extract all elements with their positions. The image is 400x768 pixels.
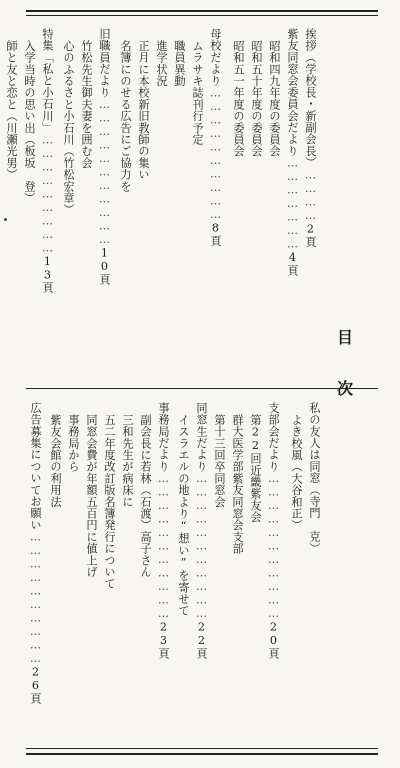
toc-entry-title: 挨拶（学校長・新副会長）	[304, 28, 317, 169]
toc-entry	[63, 40, 74, 216]
toc-leader-dots: …………………………	[209, 86, 222, 222]
toc-page-number: 13頁	[41, 254, 54, 294]
toc-entry-title: 同窓会費が年額五百円に値上げ	[85, 414, 98, 578]
toc-entry-title: 心のふるさと小石川（竹松宏章）	[62, 40, 75, 216]
toc-entry	[120, 40, 131, 192]
toc-entry-title: 昭和五一年度の委員会	[232, 40, 245, 157]
toc-entry-title: 広告募集についてお願い	[29, 402, 42, 531]
toc-entry	[158, 402, 169, 659]
toc-entry	[250, 414, 261, 523]
binding-mark	[4, 218, 7, 221]
toc-entry-title: 師と友と恋と（川瀬光男）	[5, 40, 18, 181]
toc-page-number: 10頁	[98, 246, 111, 286]
toc-page-number: 20頁	[267, 620, 280, 660]
toc-leader-dots: …………………	[286, 156, 299, 252]
toc-leader-dots: ……………………………	[195, 472, 208, 621]
toc-entry	[104, 414, 115, 590]
bottom-rule	[26, 753, 378, 755]
toc-leader-dots: …………	[304, 168, 317, 223]
toc-entry-title: 同窓生だより	[195, 402, 208, 473]
toc-page-number: 8頁	[209, 221, 222, 247]
bottom-rule-inner	[26, 748, 378, 749]
toc-entry-title: 職員異動	[173, 40, 186, 87]
title-char-1: 目	[337, 328, 354, 347]
toc-entry-title: 進学状況	[155, 40, 168, 87]
toc-entry-title: 五二年度改訂版名簿発行について	[103, 414, 116, 590]
toc-entry	[233, 40, 244, 157]
toc-leader-dots: ……………………………	[98, 98, 111, 247]
toc-leader-dots: ……………………………	[267, 472, 280, 621]
toc-entry-title: 昭和四九年度の委員会	[268, 40, 281, 157]
toc-entry-title: 支部会だより	[267, 402, 280, 473]
toc-entry	[291, 414, 302, 531]
toc-entry	[268, 402, 279, 659]
toc-entry-title: 第22回近畿紫友会	[249, 414, 262, 523]
toc-entry	[232, 414, 243, 554]
title-char-2: 次	[337, 379, 354, 398]
toc-entry	[30, 402, 41, 704]
toc-entry-title: よき校風（大谷和正）	[290, 414, 303, 531]
toc-entry-title: 三和先生が病床に	[121, 414, 134, 508]
toc-entry-title: 旧職員だより	[98, 28, 111, 99]
toc-entry	[192, 40, 203, 145]
toc-entry	[50, 414, 61, 508]
toc-entry-title: 事務局から	[67, 414, 80, 473]
toc-entry	[68, 414, 79, 473]
toc-entry-title: 第十三回卒同窓会	[213, 414, 226, 508]
toc-entry-title: 副会長に若林（石渡）高子さん	[139, 414, 152, 578]
toc-entry-title: 昭和五十年度の委員会	[250, 40, 263, 157]
toc-entry	[81, 40, 92, 169]
middle-rule	[26, 388, 378, 389]
toc-entry	[42, 28, 53, 294]
toc-entry	[99, 28, 110, 285]
toc-entry	[287, 28, 298, 276]
toc-entry	[269, 40, 280, 157]
toc-entry	[6, 40, 17, 180]
toc-page-number: 23頁	[157, 620, 170, 660]
toc-entry-title: 紫友会館の利用法	[49, 414, 62, 508]
toc-page-number: 2頁	[304, 222, 317, 248]
toc-entry-title: 母校だより	[209, 28, 222, 87]
toc-entry-title: 名簿にのせる広告にご協力を	[119, 40, 132, 193]
toc-entry	[122, 414, 133, 508]
toc-entry	[156, 40, 167, 87]
toc-entry-title: 事務局だより	[157, 402, 170, 473]
toc-entry-title: 特集「私と小石川」	[41, 28, 54, 134]
toc-leader-dots: …………………………	[29, 530, 42, 666]
toc-entry-title: イスラエルの地より“想い”を寄せて	[177, 414, 190, 617]
toc-entry	[305, 28, 316, 248]
toc-entry	[214, 414, 225, 508]
toc-page-number: 4頁	[286, 251, 299, 277]
toc-entry	[178, 414, 189, 617]
toc-leader-dots: ………………………	[41, 133, 54, 255]
toc-entry	[86, 414, 97, 578]
toc-entry	[309, 402, 320, 554]
top-rule-inner	[26, 15, 378, 16]
toc-entry-title: 入学当時の思い出（板坂 登）	[23, 40, 36, 204]
toc-entry-title: 正月に本校新旧教師の集い	[137, 40, 150, 181]
toc-entry	[140, 414, 151, 578]
top-rule	[26, 10, 378, 12]
toc-entry	[196, 402, 207, 659]
toc-entry	[210, 28, 221, 247]
toc-entry-title: 紫友同窓会委員会だより	[286, 28, 299, 157]
toc-entry-title: ムラサキ誌刊行予定	[191, 40, 204, 146]
toc-entry-title: 群大医学部紫友同窓会支部	[231, 414, 244, 555]
toc-leader-dots: ……………………………	[157, 472, 170, 621]
toc-page-number: 26頁	[29, 665, 42, 705]
toc-page-number: 22頁	[195, 620, 208, 660]
toc-entry-title: 竹松先生御夫妻を囲む会	[80, 40, 93, 169]
toc-entry	[174, 40, 185, 87]
toc-entry-title: 私の友人は同窓（寺門 克）	[308, 402, 321, 555]
toc-entry	[138, 40, 149, 180]
toc-entry	[24, 40, 35, 204]
toc-entry	[251, 40, 262, 157]
